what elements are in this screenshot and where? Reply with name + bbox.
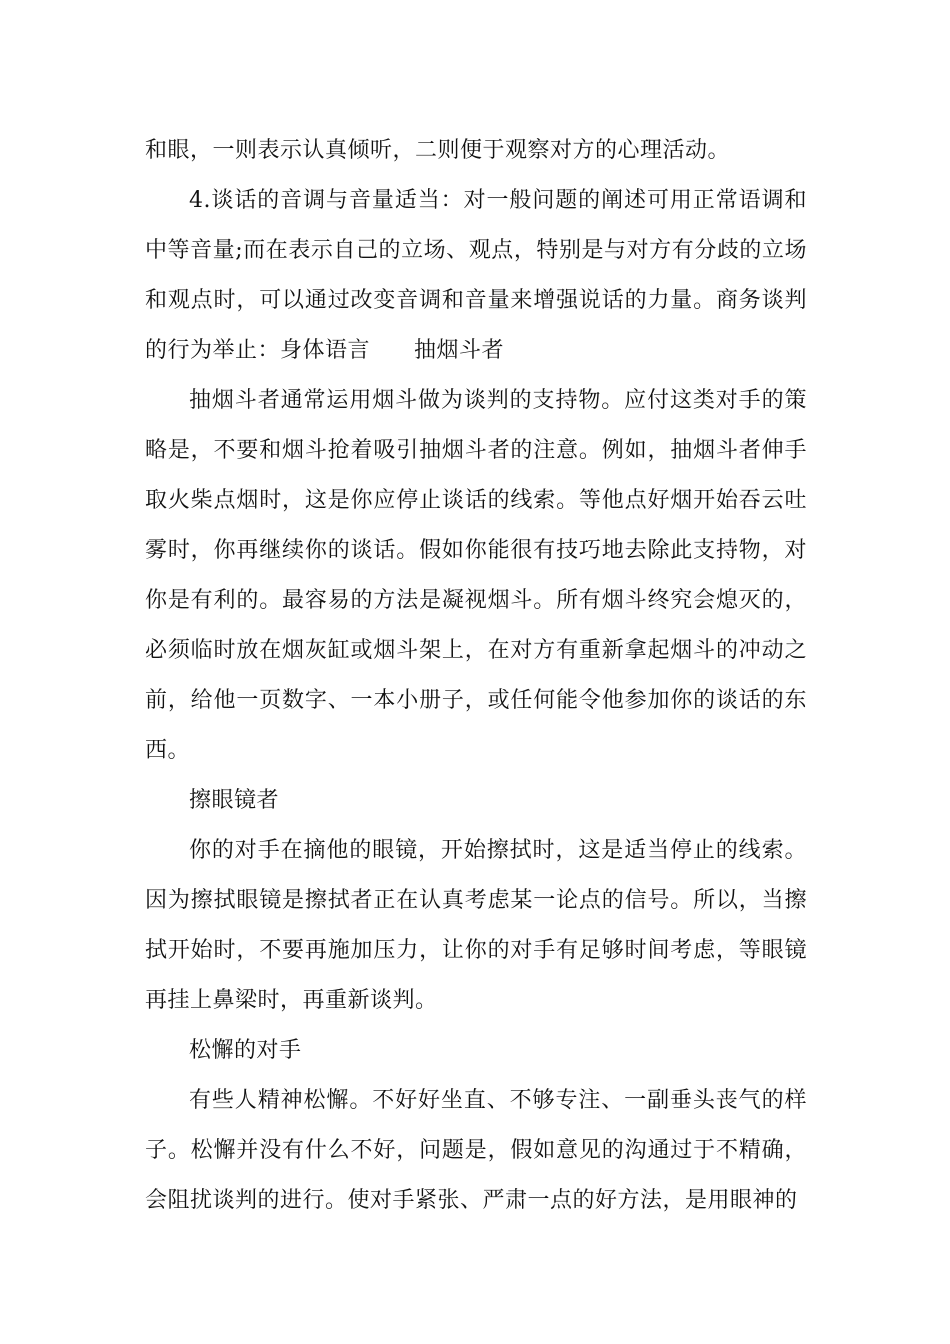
document-body	[145, 126, 807, 1226]
section-title-pipe-smoker: 抽烟斗者	[414, 338, 505, 363]
paragraph-glasses-wiper: 你的对手在摘他的眼镜，开始擦拭时，这是适当停止的线索。因为擦拭眼镜是擦拭者正在认真考虑某一论点的信号。所以，当擦拭开始时，不要再施加压力，让你的对手有足够时间考虑，等眼镜再挂上鼻梁时，再重新谈判。	[145, 838, 807, 1013]
paragraph-relaxed-opponent: 有些人精神松懈。不好好坐直、不够专注、一副垂头丧气的样子。松懈并没有什么不好，问题是，假如意见的沟通过于不精确，会阻扰谈判的进行。使对手紧张、严肃一点的好方法，是用眼神的	[145, 1088, 807, 1213]
paragraph-tone-volume	[145, 176, 807, 376]
paragraph-pipe-smoker: 抽烟斗者通常运用烟斗做为谈判的支持物。应付这类对手的策略是，不要和烟斗抢着吸引抽烟斗者的注意。例如，抽烟斗者伸手取火柴点烟时，这是你应停止谈话的线索。等他点好烟开始吞云吐雾时，你再继续你的谈话。假如你能很有技巧地去除此支持物，对你是有利的。最容易的方法是凝视烟斗。所有烟斗终究会熄灭的，必须临时放在烟灰缸或烟斗架上，在对方有重新拿起烟斗的冲动之前，给他一页数字、一本小册子，或任何能令他参加你的谈话的东西。	[145, 388, 807, 763]
paragraph-continuation: 和眼，一则表示认真倾听，二则便于观察对方的心理活动。	[145, 138, 731, 163]
section-title-glasses-wiper: 擦眼镜者	[189, 788, 280, 813]
section-title-relaxed-opponent: 松懈的对手	[189, 1038, 302, 1063]
paragraph-tone-volume-text: 4.谈话的音调与音量适当：对一般问题的阐述可用正常语调和中等音量;而在表示自己的立场、观点，特别是与对方有分歧的立场和观点时，可以通过改变音调和音量来增强说话的力量。商务谈判的行为举止：身体语言	[145, 188, 807, 363]
